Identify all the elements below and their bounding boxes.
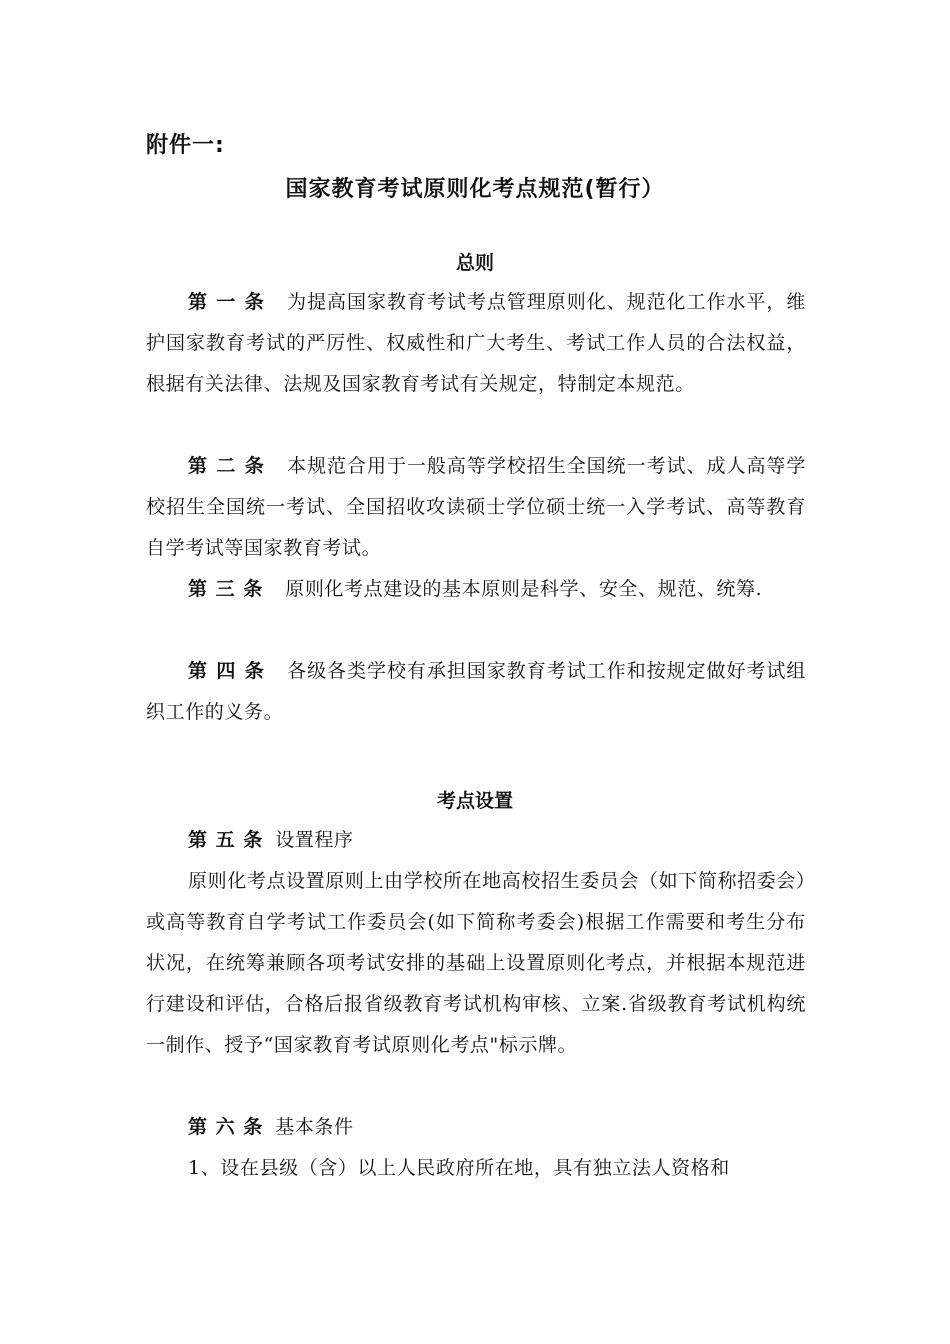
article-text: 本规范合用于一般高等学校招生全国统一考试、成人高等学校招生全国统一考试、全国招收攻读硕士学位硕士统一入学考试、高等教育自学考试等国家教育考试。	[146, 455, 806, 559]
attachment-label: 附件一:	[146, 133, 225, 158]
article-number: 第 四 条	[188, 660, 266, 682]
article-3	[146, 569, 806, 610]
document-title: 国家教育考试原则化考点规范(暂行）	[285, 177, 665, 202]
article-number: 第 五 条	[188, 829, 264, 851]
article-number: 第 三 条	[188, 578, 264, 600]
article-6-item-1	[146, 1148, 806, 1189]
section-title-general: 总则	[455, 252, 494, 274]
article-6	[146, 1107, 806, 1148]
article-5	[146, 820, 806, 861]
article-text: 原则化考点建设的基本原则是科学、安全、规范、统筹.	[285, 578, 763, 600]
article-5-body	[146, 861, 806, 1066]
article-1	[146, 282, 806, 405]
article-4	[146, 651, 806, 733]
article-number: 第 二 条	[188, 455, 266, 477]
article-number: 第 一 条	[188, 291, 266, 313]
article-text: 原则化考点设置原则上由学校所在地高校招生委员会（如下简称招委会）或高等教育自学考试工作委员会(如下简称考委会)根据工作需要和考生分布状况，在统筹兼顾各项考试安排的基础上设置原则化考点，并根据本规范进行建设和评估，合格后报省级教育考试机构审核、立案.省级教育考试机构统一制作、授予“国家教育考试原则化考点"标示牌。	[146, 870, 806, 1056]
article-text: 为提高国家教育考试考点管理原则化、规范化工作水平，维护国家教育考试的严厉性、权威性和广大考生、考试工作人员的合法权益，根据有关法律、法规及国家教育考试有关规定，特制定本规范。	[146, 291, 806, 395]
article-2	[146, 446, 806, 569]
section-title-exam-site-setup: 考点设置	[436, 790, 513, 812]
article-text: 各级各类学校有承担国家教育考试工作和按规定做好考试组织工作的义务。	[146, 660, 806, 723]
article-number: 第 六 条	[188, 1116, 264, 1138]
article-text: 设置程序	[275, 829, 354, 851]
article-text: 基本条件	[275, 1116, 354, 1138]
article-text: 1、设在县级（含）以上人民政府所在地，具有独立法人资格和	[188, 1157, 730, 1179]
